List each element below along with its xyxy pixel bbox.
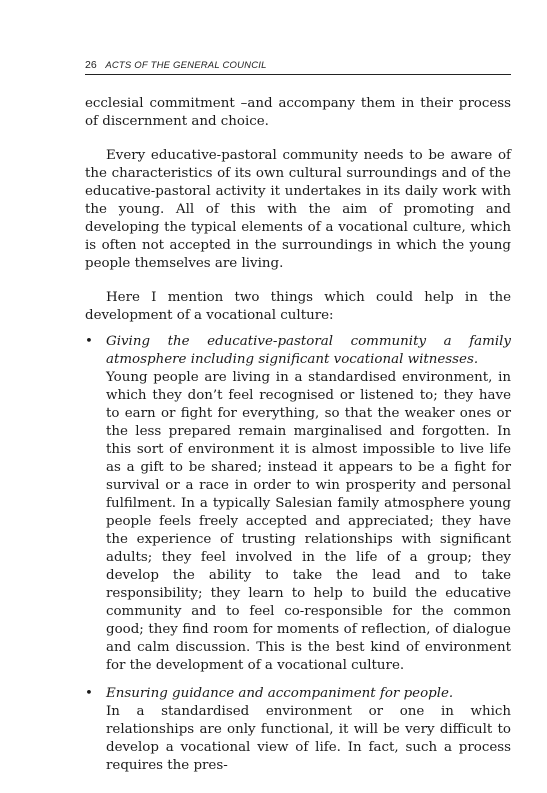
bullet-list	[85, 333, 511, 775]
paragraph-two-things: Here I mention two things which could help in the development of a vocational culture:	[85, 290, 511, 323]
paragraph-community-awareness: Every educative-pastoral community needs to be aware of the characteristics of its own cultural surroundings and of the educative-pastoral activity it undertakes in its daily work with the young. All of this with the aim of promoting and developing the typical elements of a vocational culture, which is often not accepted in the surroundings in which the young people themselves are living.	[85, 148, 511, 271]
bullet-item-guidance	[85, 685, 511, 775]
running-title: ACTS OF THE GENERAL COUNCIL	[105, 60, 267, 71]
text-body	[85, 95, 511, 785]
bullet-icon: •	[85, 334, 93, 349]
bullet-item-family-atmosphere	[85, 333, 511, 675]
page-number: 26	[85, 59, 97, 71]
bullet-title: Giving the educative-pastoral community a family atmosphere including significant vocational witnesses.	[106, 334, 511, 367]
running-header	[85, 58, 511, 75]
bullet-text: Young people are living in a standardised environment, in which they don’t feel recognised or listened to; they have to earn or fight for everything, so that the weaker ones or the less prepared remain marginalised and forgotten. In this sort of environment it is almost impossible to live life as a gift to be shared; instead it appears to be a fight for survival or a race in order to win prosperity and personal fulfilment. In a typically Salesian family atmosphere young people feels freely accepted and appreciated; they have the experience of trusting relationships with significant adults; they feel involved in the life of a group; they develop the ability to take the lead and to take responsibility; they learn to help to build the educative community and to feel co-responsible for the common good; they find room for moments of reflection, of dialogue and calm discussion. This is the best kind of environment for the development of a vocational culture.	[106, 370, 511, 673]
bullet-text: In a standardised environment or one in which relationships are only functional, it will be very difficult to develop a vocational view of life. In fact, such a process requires the pres-	[106, 704, 511, 773]
bullet-title: Ensuring guidance and accompaniment for people.	[106, 686, 454, 701]
continuation-paragraph: ecclesial commitment –and accompany them in their process of discernment and choice.	[85, 96, 511, 129]
bullet-icon: •	[85, 686, 93, 701]
